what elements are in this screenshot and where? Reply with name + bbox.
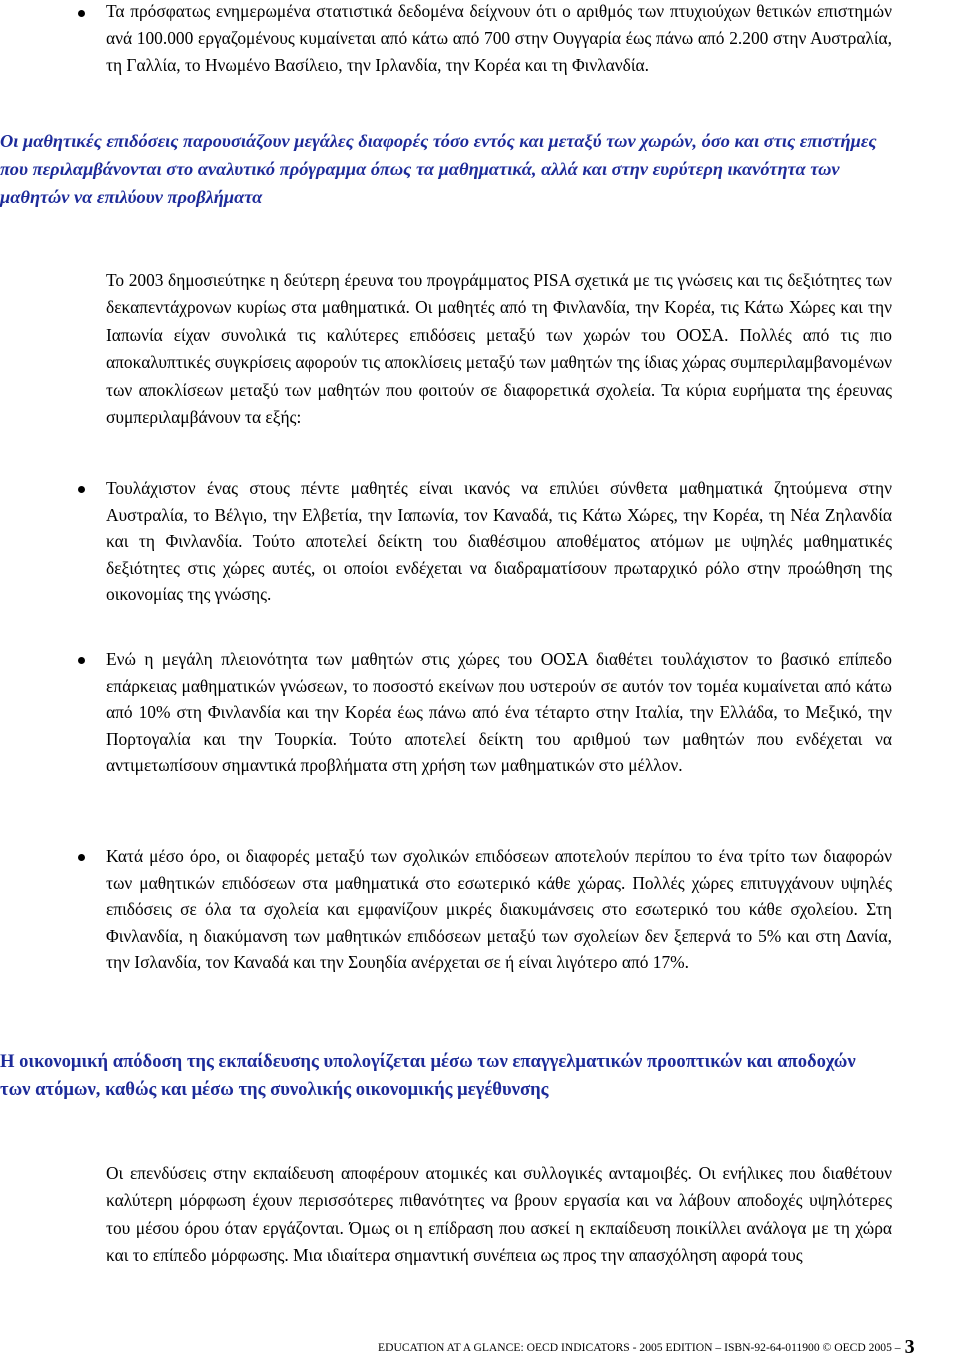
- paragraph-pisa-2003: Το 2003 δημοσιεύτηκε η δεύτερη έρευνα του προγράμματος PISA σχετικά με τις γνώσεις και τις δεξιότητες των δεκαπεντάχρονων κυρίως στα μαθηματικά. Οι μαθητές από τη Φινλανδία, την Κορέα, τις Κάτω Χώρες και την Ιαπωνία είχαν συνολικά τις καλύτερες επιδόσεις μεταξύ των χωρών του ΟΟΣΑ. Πολλές από τις πιο αποκαλυπτικές συγκρίσεις αφορούν τις αποκλίσεις μεταξύ των μαθητών της ίδιας χώρας συμπεριλαμβανομένων των αποκλίσεων μεταξύ των μαθητών που φοιτούν σε διαφορετικά σχολεία. Τα κύρια ευρήματα της έρευνας συμπεριλαμβάνουν τα εξής:: [106, 270, 892, 428]
- bullet-marker: [78, 854, 85, 861]
- page-number: 3: [904, 1336, 915, 1358]
- bullet-item-basic-proficiency: Ενώ η μεγάλη πλειονότητα των μαθητών στις χώρες του ΟΟΣΑ διαθέτει τουλάχιστον το βασικό επίπεδο επάρκειας μαθηματικών γνώσεων, το ποσοστό εκείνων που υστερούν σε αυτόν τον τομέα κυμαίνεται από κάτω από 10% στη Φινλανδία και την Κορέα έως πάνω από ένα τέταρτο στην Ιταλία, την Ελλάδα, το Μεξικό, την Πορτογαλία και την Τουρκία. Τούτο αποτελεί δείκτη του αριθμού των μαθητών που ενδέχεται να αντιμετωπίσουν σημαντικά προβλήματα στη χρήση των μαθηματικών στο μέλλον.: [106, 649, 892, 776]
- bullet-item-top-performers: Τουλάχιστον ένας στους πέντε μαθητές είναι ικανός να επιλύει σύνθετα μαθηματικά ζητούμενα στην Αυστραλία, το Βέλγιο, την Ελβετία, την Ιαπωνία, τον Καναδά, τις Κάτω Χώρες, την Κορέα, τη Νέα Ζηλανδία και τη Φινλανδία. Τούτο αποτελεί δείκτη του διαθέσιμου αποθέματος ατόμων με υψηλές μαθηματικές δεξιότητες στις χώρες αυτές, οι οποίοι ενδέχεται να διαδραματίσουν πρωταρχικό ρόλο στην προώθηση της οικονομίας της γνώσης.: [106, 478, 892, 605]
- page-footer: [378, 1336, 960, 1357]
- bullet-item-school-variation: Κατά μέσο όρο, οι διαφορές μεταξύ των σχολικών επιδόσεων αποτελούν περίπου το ένα τρίτο των διαφορών των μαθητικών επιδόσεων στα μαθηματικά στο εσωτερικό κάθε χώρας. Πολλές χώρες επιτυγχάνουν υψηλές επιδόσεις σε όλα τα σχολεία και εμφανίζουν μικρές διακυμάνσεις στο εσωτερικό του κάθε σχολείου. Στη Φινλανδία, η διακύμανση των μαθητικών επιδόσεων μεταξύ των σχολείων δεν ξεπερνά το 5% και στη Δανία, την Ισλανδία, τον Καναδά και την Σουηδία ανέρχεται σε ή είναι λιγότερο από 17%.: [106, 846, 892, 973]
- bullet-marker: [78, 657, 85, 664]
- section-heading-economic-returns: Η οικονομική απόδοση της εκπαίδευσης υπολογίζεται μέσω των επαγγελματικών προοπτικών και αποδοχών των ατόμων, καθώς και μέσω της συνολικής οικονομικής μεγέθυνσης: [0, 1051, 856, 1100]
- bullet-marker: [78, 10, 85, 17]
- section-heading-student-performance: Οι μαθητικές επιδόσεις παρουσιάζουν μεγάλες διαφορές τόσο εντός και μεταξύ των χωρών, όσο και στις επιστήμες που περιλαμβάνονται στο αναλυτικό πρόγραμμα όπως τα μαθηματικά, αλλά και στην ευρύτερη ικανότητα των μαθητών να επιλύουν προβλήματα: [0, 131, 877, 207]
- bullet-item-top: Τα πρόσφατως ενημερωμένα στατιστικά δεδομένα δείχνουν ότι ο αριθμός των πτυχιούχων θετικών επιστημών ανά 100.000 εργαζομένους κυμαίνεται από κάτω από 700 στην Ουγγαρία έως πάνω από 2.200 στην Αυστραλία, τη Γαλλία, το Ηνωμένο Βασίλειο, την Ιρλανδία, την Κορέα και τη Φινλανδία.: [106, 1, 892, 75]
- bullet-marker: [78, 486, 85, 493]
- footer-citation: EDUCATION AT A GLANCE: OECD INDICATORS - 2005 EDITION – ISBN-92-64-011900 © OECD 2005 –: [378, 1341, 901, 1354]
- paragraph-education-investment: Οι επενδύσεις στην εκπαίδευση αποφέρουν ατομικές και συλλογικές ανταμοιβές. Οι ενήλικες που διαθέτουν καλύτερη μόρφωση έχουν περισσότερες πιθανότητες να βρουν εργασία και να λάβουν αποδοχές υψηλότερες του μέσου όρου όταν εργάζονται. Όμως οι η επίδραση που ασκεί η εκπαίδευση ποικίλλει ανάλογα με τη χώρα και το επίπεδο μόρφωσης. Μια ιδιαίτερα σημαντική συνέπεια ως προς την απασχόληση αφορά τους: [106, 1163, 892, 1266]
